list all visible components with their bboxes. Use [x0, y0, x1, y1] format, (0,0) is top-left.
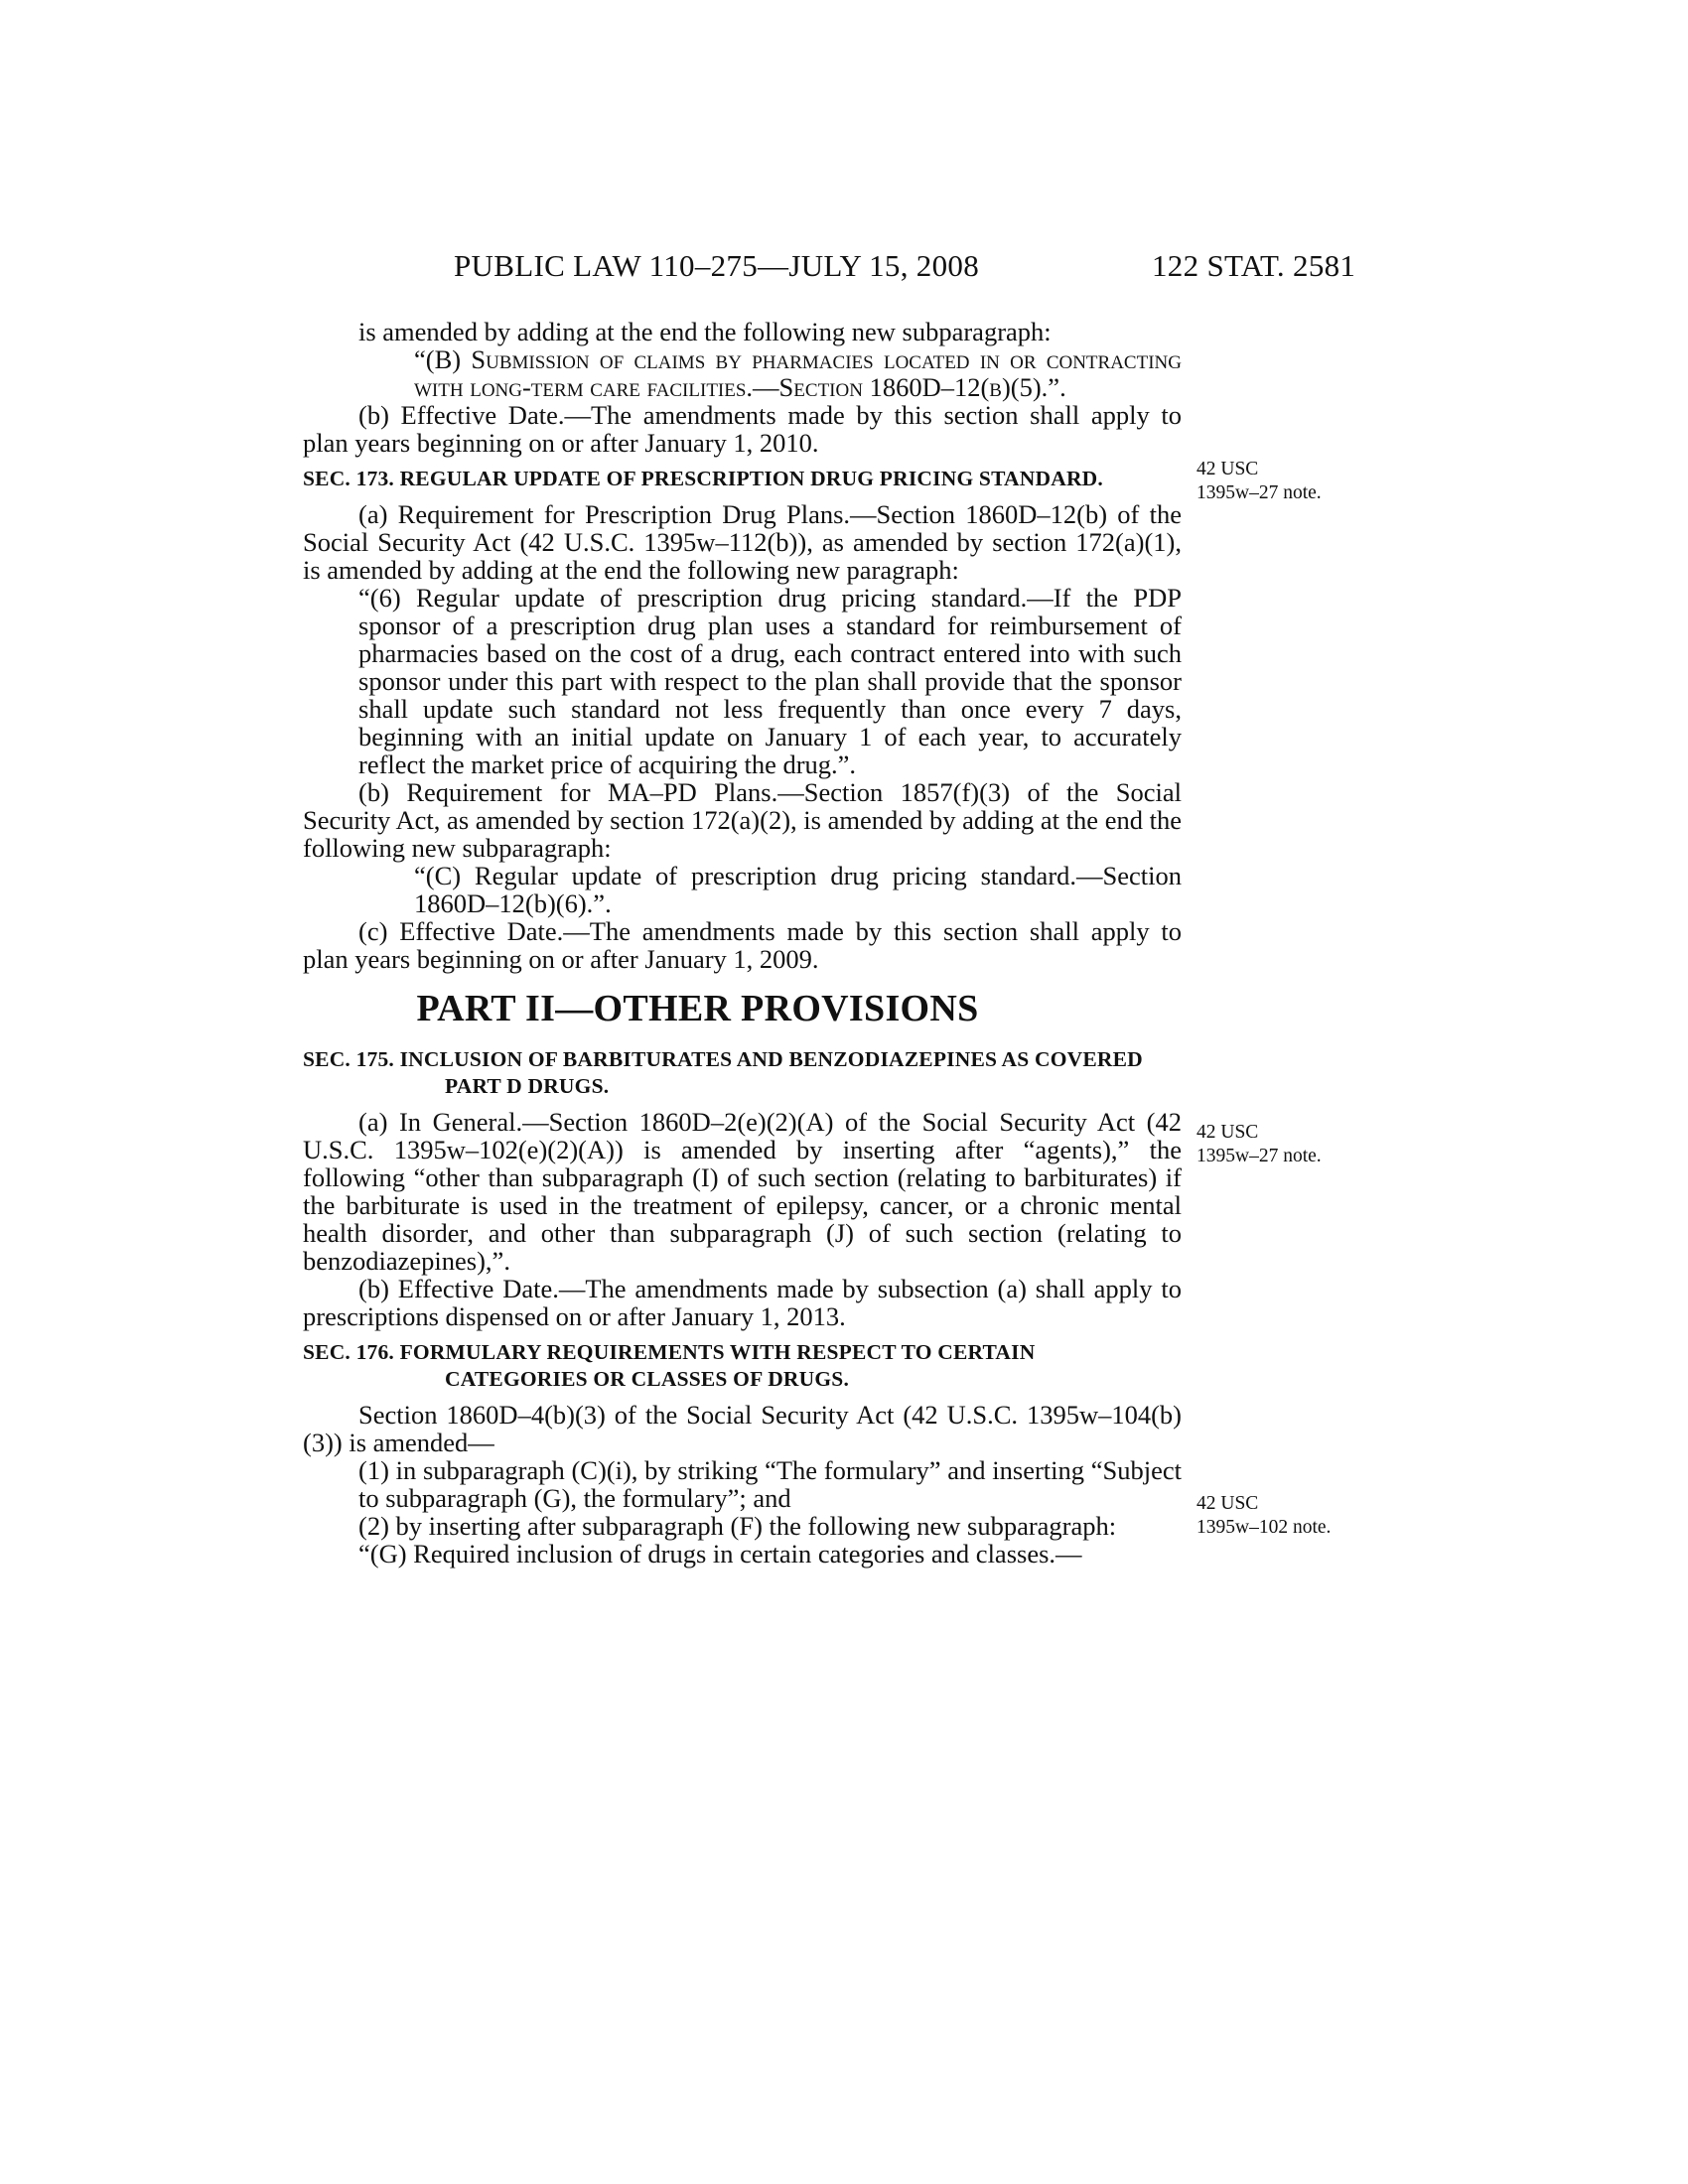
section-175-heading: SEC. 175. INCLUSION OF BARBITURATES AND BENZODIAZEPINES AS COVERED PART D DRUGS.	[303, 1047, 1143, 1098]
running-header-left: PUBLIC LAW 110–275—JULY 15, 2008	[454, 248, 980, 283]
section-176-item-2: (2) by inserting after subparagraph (F) the following new subparagraph:	[358, 1511, 1117, 1541]
subparagraph-c-quote: “(C) Regular update of prescription drug pricing standard.—Section 1860D–12(b)(6).”.	[414, 861, 1182, 918]
section-173-b: (b) Requirement for MA–PD Plans.—Section 1857(f)(3) of the Social Security Act, as amended by section 172(a)(2), is amended by adding at the end the following new subparagraph:	[303, 777, 1182, 863]
subparagraph-g-quote: “(G) Required inclusion of drugs in certain categories and classes.—	[358, 1539, 1082, 1569]
section-176-heading: SEC. 176. FORMULARY REQUIREMENTS WITH RESPECT TO CERTAIN CATEGORIES OR CLASSES OF DRUGS.	[303, 1340, 1036, 1391]
effective-date-2013: (b) Effective Date.—The amendments made by subsection (a) shall apply to prescriptions dispensed on or after January 1, 2013.	[303, 1274, 1182, 1331]
section-176-item-1: (1) in subparagraph (C)(i), by striking “The formulary” and inserting “Subject to subparagraph (G), the formulary”; and	[358, 1455, 1182, 1513]
section-173-a: (a) Requirement for Prescription Drug Plans.—Section 1860D–12(b) of the Social Security Act (42 U.S.C. 1395w–112(b)), as amended by section 172(a)(1), is amended by adding at the end the following new paragraph:	[303, 499, 1182, 585]
page-number: 122 STAT. 2581	[1152, 248, 1356, 283]
page-body	[303, 318, 1182, 1568]
intro-paragraph: is amended by adding at the end the following new subparagraph:	[358, 317, 1052, 346]
margin-note: 42 USC 1395w–102 note.	[1196, 1493, 1332, 1538]
section-175-a: (a) In General.—Section 1860D–2(e)(2)(A) of the Social Security Act (42 U.S.C. 1395w–102(e)(2)(A)) is amended by inserting after “agents),” the following “other than subparagraph (I) of such section (relating to barbiturates) if the barbiturate is used in the treatment of epilepsy, cancer, or a chronic mental health disorder, and other than subparagraph (J) of such section (relating to benzodiazepines),”.	[303, 1107, 1182, 1276]
margin-note: 42 USC 1395w–27 note.	[1196, 459, 1322, 503]
subparagraph-b-submission: “(B) Submission of claims by pharmacies located in or contracting with long-term care facilities.—Section 1860D–12(b)(5).”.	[414, 344, 1182, 402]
section-176-intro: Section 1860D–4(b)(3) of the Social Security Act (42 U.S.C. 1395w–104(b)(3)) is amended—	[303, 1400, 1182, 1457]
effective-date-2010: (b) Effective Date.—The amendments made by this section shall apply to plan years beginning on or after January 1, 2010.	[303, 400, 1182, 458]
margin-note: 42 USC 1395w–27 note.	[1196, 1122, 1322, 1166]
paragraph-6-quote: “(6) Regular update of prescription drug pricing standard.—If the PDP sponsor of a prescription drug plan uses a standard for reimbursement of pharmacies based on the cost of a drug, each contract entered into with such sponsor under this part with respect to the plan shall provide that the sponsor shall update such standard not less frequently than once every 7 days, beginning with an initial update on January 1 of each year, to accurately reflect the market price of acquiring the drug.”.	[358, 583, 1182, 779]
part-ii-heading: PART II—OTHER PROVISIONS	[416, 988, 979, 1029]
effective-date-2009: (c) Effective Date.—The amendments made by this section shall apply to plan years beginning on or after January 1, 2009.	[303, 916, 1182, 974]
section-173-heading: SEC. 173. REGULAR UPDATE OF PRESCRIPTION DRUG PRICING STANDARD.	[303, 467, 1103, 490]
